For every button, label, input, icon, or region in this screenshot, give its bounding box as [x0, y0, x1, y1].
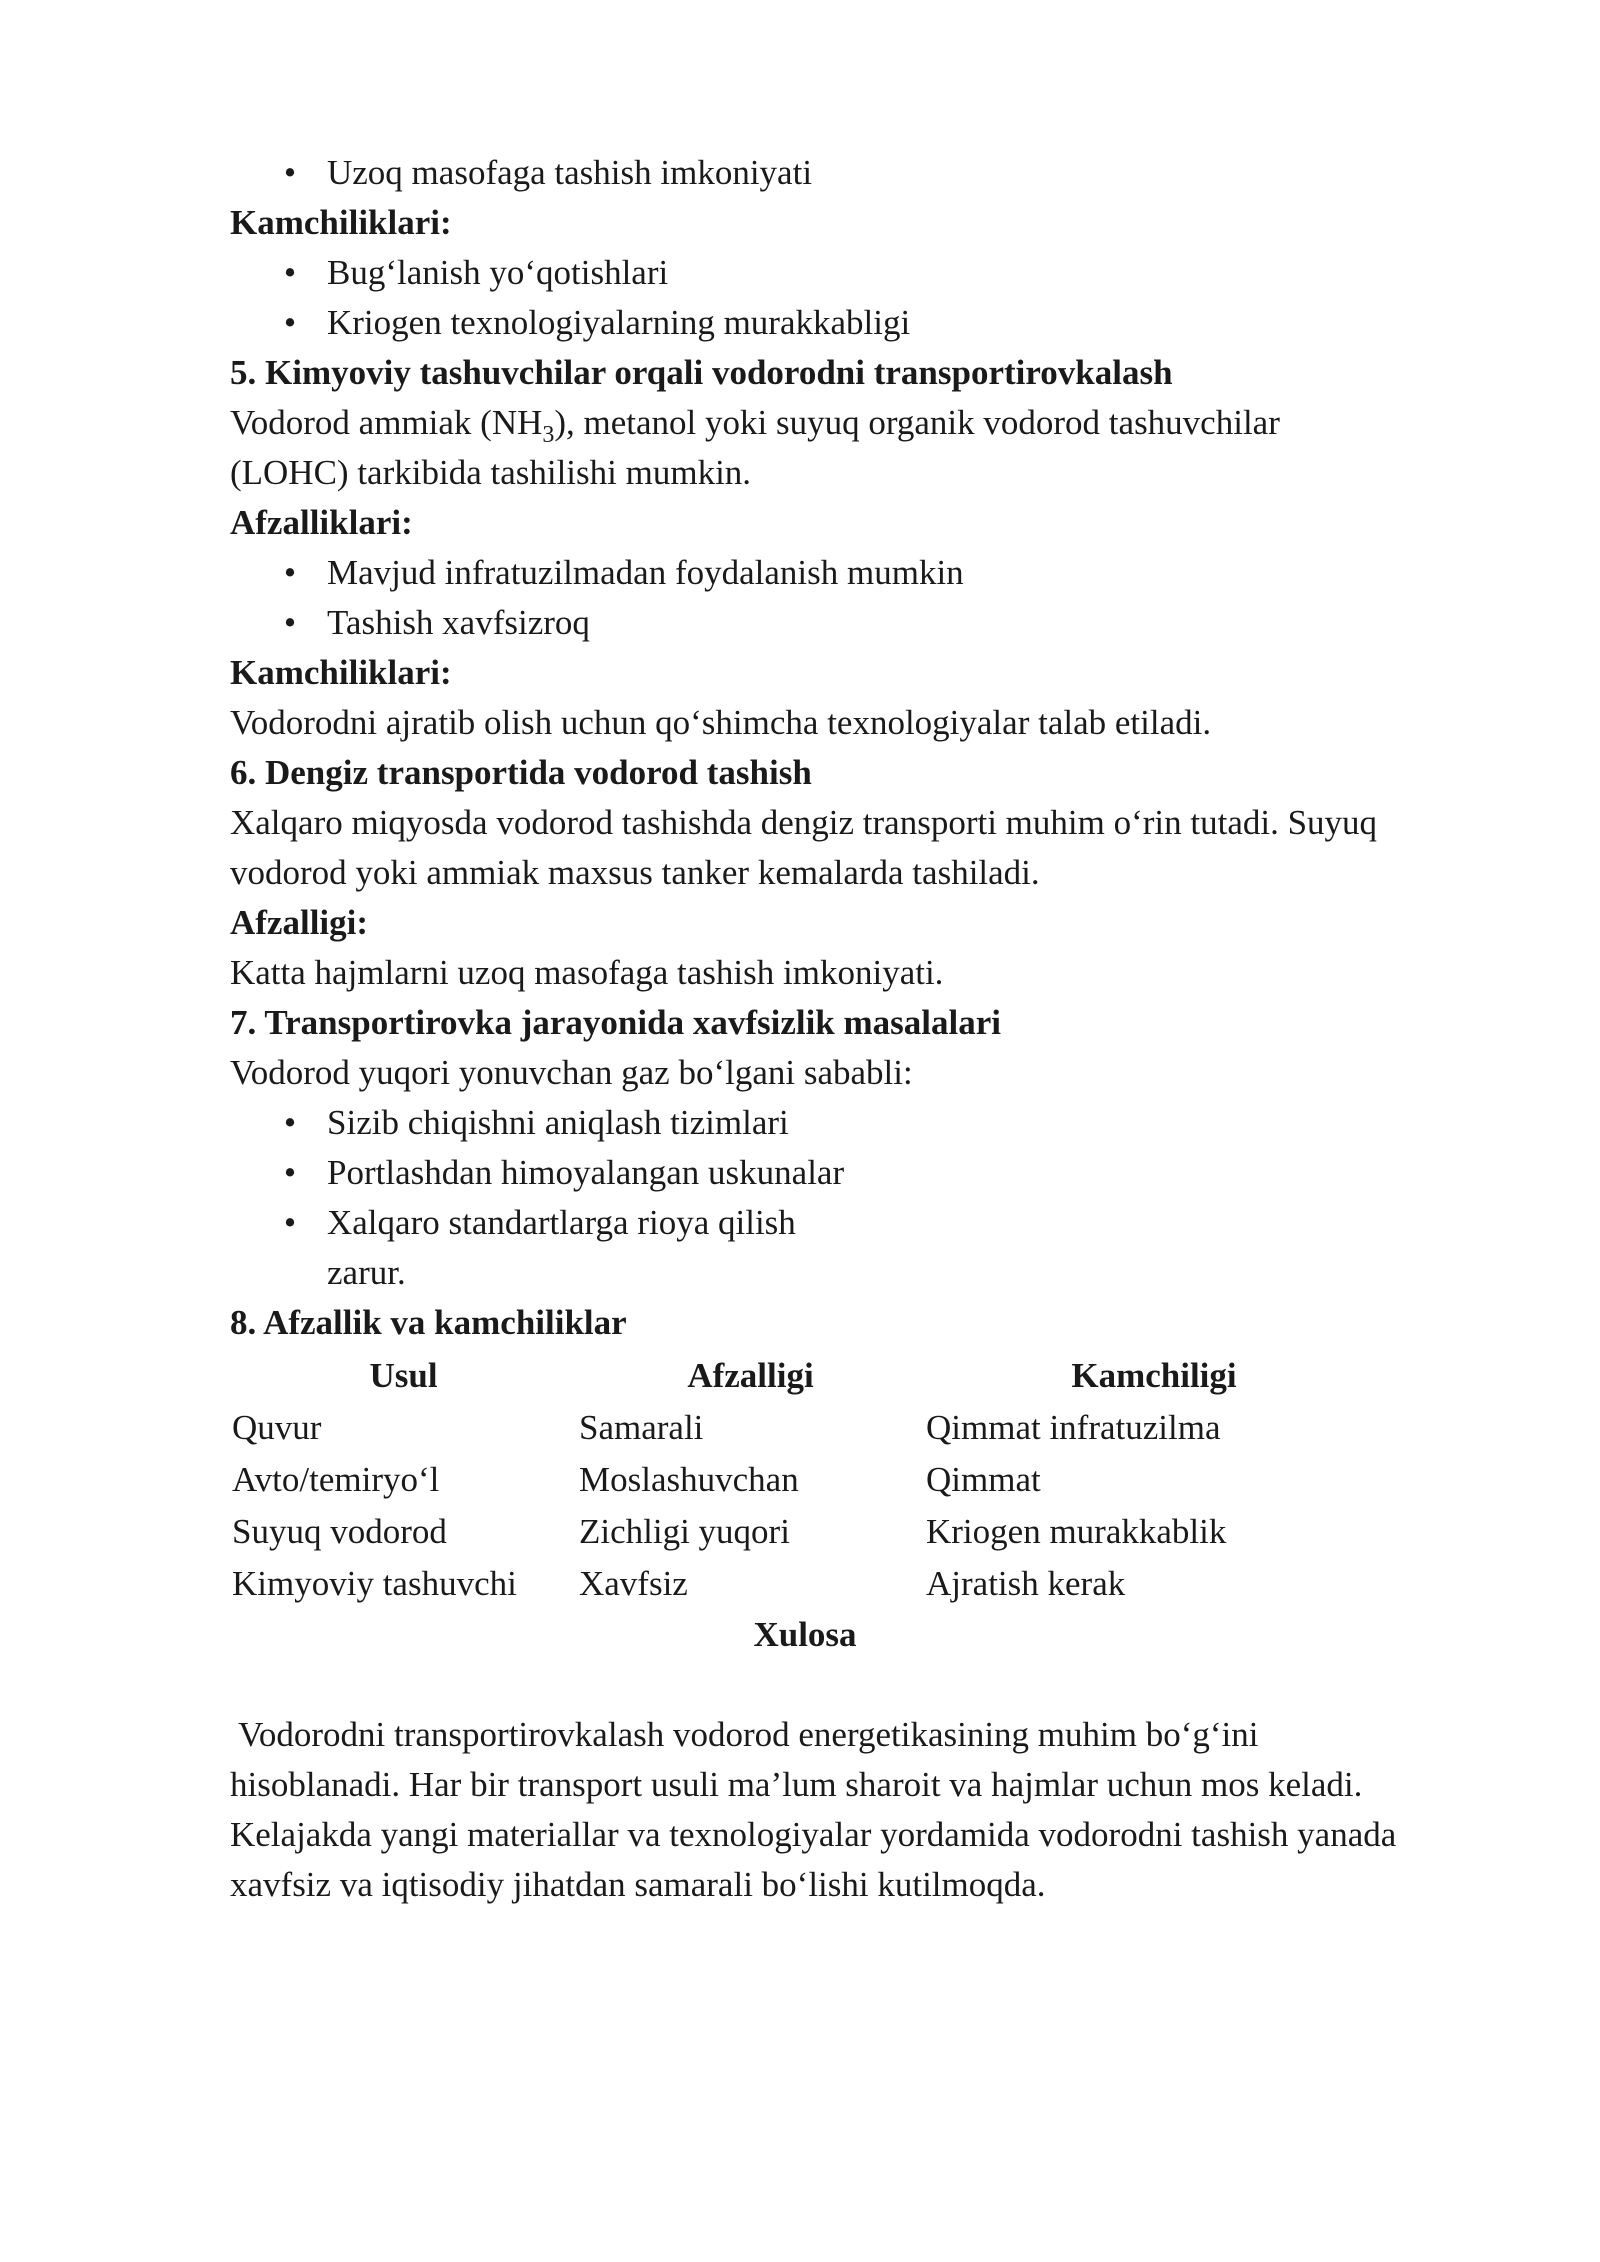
- list-item: • Uzoq masofaga tashish imkoniyati: [230, 148, 1520, 198]
- list-item: • Tashish xavfsizroq: [230, 598, 1520, 648]
- conclusion-heading: Xulosa: [753, 1615, 857, 1654]
- advantages-heading: Afzalliklari:: [230, 503, 413, 542]
- bullet-icon: •: [283, 1153, 297, 1192]
- comparison-table: [230, 1350, 1384, 1610]
- table-header-cell: Kamchiligi: [1071, 1356, 1237, 1395]
- safety-list-continuation: zarur.: [327, 1253, 406, 1292]
- safety-list: [230, 1098, 1520, 1248]
- conclusion-line: Kelajakda yangi materiallar va texnologiyalar yordamida vodorodni tashish yanada: [230, 1815, 1397, 1854]
- section-8-heading: 8. Afzallik va kamchiliklar: [230, 1303, 627, 1342]
- bullet-icon: •: [283, 1103, 297, 1142]
- subscript: 3: [542, 422, 555, 448]
- section-7-intro: Vodorod yuqori yonuvchan gaz bo‘lgani sababli:: [230, 1053, 913, 1092]
- conclusion-line: Vodorodni transportirovkalash vodorod energetikasining muhim bo‘g‘ini: [230, 1715, 1259, 1754]
- table-cell: Avto/temiryo‘l: [232, 1460, 440, 1499]
- bullet-icon: •: [283, 603, 297, 642]
- disadvantages-heading-2: Kamchiliklari:: [230, 653, 452, 692]
- disadvantages-text: Vodorodni ajratib olish uchun qo‘shimcha texnologiyalar talab etiladi.: [230, 703, 1212, 742]
- disadvantages-list: [230, 248, 1520, 348]
- table-cell: Quvur: [232, 1408, 322, 1447]
- table-header-row: [230, 1350, 1384, 1402]
- table-cell: Kimyoviy tashuvchi: [232, 1564, 517, 1603]
- bullet-icon: •: [283, 553, 297, 592]
- table-cell: Ajratish kerak: [926, 1564, 1126, 1603]
- list-item: • Portlashdan himoyalangan uskunalar: [230, 1148, 1520, 1198]
- table-row: [230, 1402, 1384, 1454]
- table-cell: Xavfsiz: [579, 1564, 688, 1603]
- bullet-icon: •: [283, 253, 297, 292]
- section-5-text-line-1: Vodorod ammiak $(NH_3)$, metanol yoki suyuq organik vodorod tashuvchilar: [230, 403, 1280, 448]
- conclusion-line: hisoblanadi. Har bir transport usuli ma’lum sharoit va hajmlar uchun mos keladi.: [230, 1765, 1363, 1804]
- bullet-icon: •: [283, 153, 297, 192]
- table-cell: Suyuq vodorod: [232, 1512, 447, 1551]
- list-item: • Sizib chiqishni aniqlash tizimlari: [230, 1098, 1520, 1148]
- section-5-text-line-2: (LOHC) tarkibida tashilishi mumkin.: [230, 453, 752, 492]
- table-cell: Qimmat: [926, 1460, 1041, 1499]
- table-row: [230, 1506, 1384, 1558]
- section-6-text-line-1: Xalqaro miqyosda vodorod tashishda dengiz transporti muhim o‘rin tutadi. Suyuq: [230, 803, 1378, 842]
- conclusion-line: xavfsiz va iqtisodiy jihatdan samarali bo‘lishi kutilmoqda.: [230, 1865, 1046, 1904]
- top-bullet-list: [230, 148, 1520, 198]
- section-5-heading: 5. Kimyoviy tashuvchilar orqali vodorodni transportirovkalash: [230, 353, 1173, 392]
- table-cell: Samarali: [579, 1408, 704, 1447]
- section-7-heading: 7. Transportirovka jarayonida xavfsizlik masalalari: [230, 1003, 1002, 1042]
- section-6-heading: 6. Dengiz transportida vodorod tashish: [230, 753, 812, 792]
- table-cell: Kriogen murakkablik: [926, 1512, 1227, 1551]
- bullet-icon: •: [283, 303, 297, 342]
- table-cell: Qimmat infratuzilma: [926, 1408, 1221, 1447]
- list-item: • Kriogen texnologiyalarning murakkabligi: [230, 298, 1520, 348]
- advantages-list: [230, 548, 1520, 648]
- table-cell: Moslashuvchan: [579, 1460, 799, 1499]
- spacer: [230, 1660, 1520, 1710]
- table-row: [230, 1558, 1384, 1610]
- table-row: [230, 1454, 1384, 1506]
- list-item: • Mavjud infratuzilmadan foydalanish mumkin: [230, 548, 1520, 598]
- advantage-heading: Afzalligi:: [230, 903, 369, 942]
- table-cell: Zichligi yuqori: [579, 1512, 790, 1551]
- section-6-text-line-2: vodorod yoki ammiak maxsus tanker kemalarda tashiladi.: [230, 853, 1040, 892]
- bullet-icon: •: [283, 1203, 297, 1242]
- table-header-cell: Usul: [369, 1356, 438, 1395]
- list-item: • Xalqaro standartlarga rioya qilish: [230, 1198, 1520, 1248]
- table-header-cell: Afzalligi: [687, 1356, 814, 1395]
- document-page: [230, 148, 1520, 1910]
- disadvantages-heading: Kamchiliklari:: [230, 203, 452, 242]
- list-item: • Bug‘lanish yo‘qotishlari: [230, 248, 1520, 298]
- advantage-text: Katta hajmlarni uzoq masofaga tashish imkoniyati.: [230, 953, 944, 992]
